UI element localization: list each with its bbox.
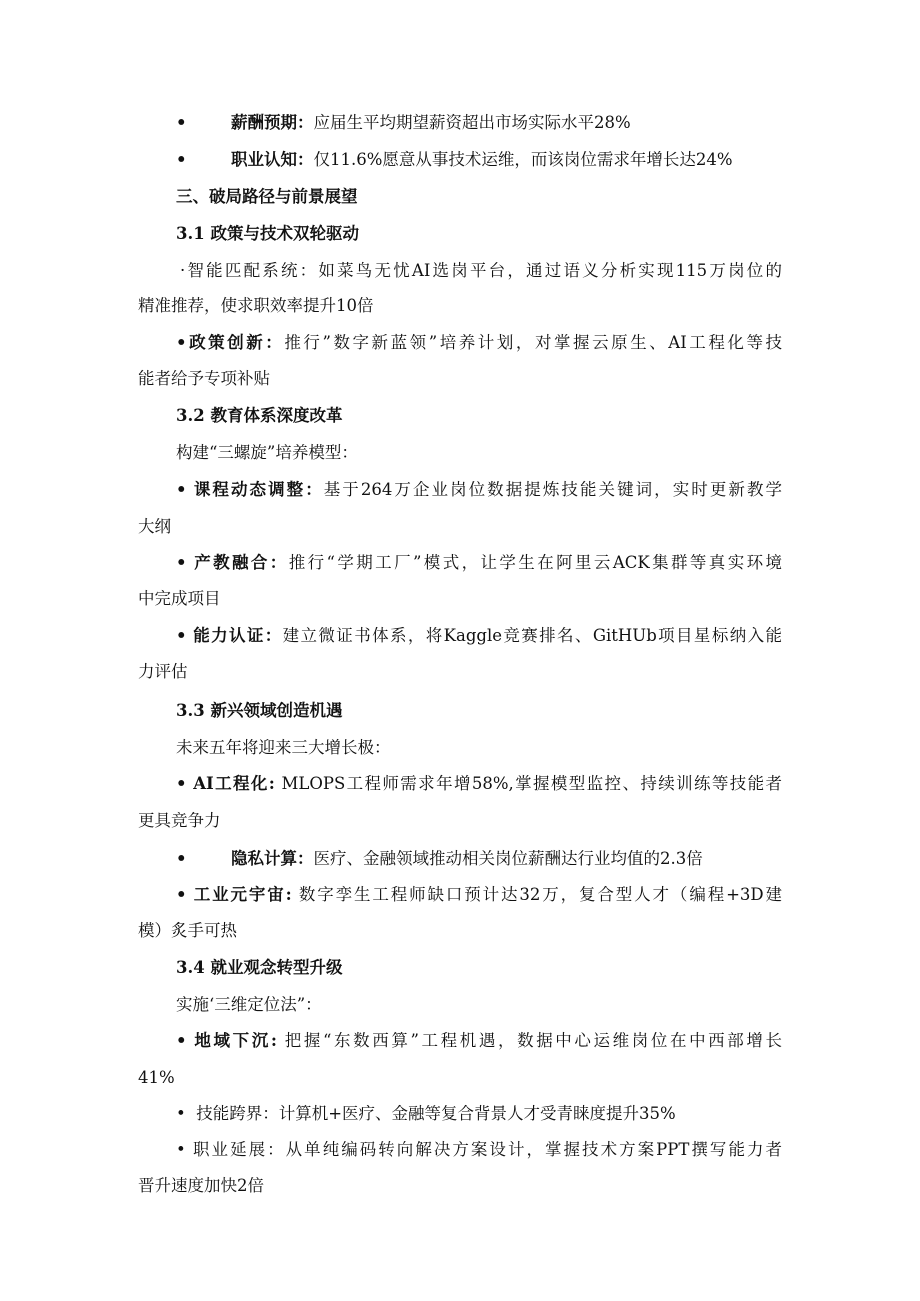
bullet: • xyxy=(176,885,187,904)
bullet: • xyxy=(176,1104,186,1123)
bullet: • xyxy=(176,626,187,645)
item-label: 政策创新： xyxy=(186,333,285,352)
document-page: • 薪酬预期：应届生平均期望薪资超出市场实际水平28% • 职业认知：仅11.6%愿意从事技术运维，而该岗位需求年增长达24% 三、破局路径与前景展望 3.1 政策与技术双轮驱动 ·智能匹配系统：如菜鸟无忧AI选岗平台，通过语义分析实现115万岗位的 精准推荐，使求职效率提升10倍 •政策创新：推行”数字新蓝领”培养计划，对掌握云原生、AI工程化等技 能者给予专项补贴 3.2 教育体系深度改革 构建“三螺旋”培养模型： • 课程动态调整：基于264万企业岗位数据提炼技能关键词，实时更新教学 大纲 • 产教融合：推行“学期工厂”模式，让学生在阿里云ACK集群等真实环境 中完成项目 • 能力认证：建立微证书体系，将Kaggle竞赛排名、GitHUb项目星标纳入能 力评估 3.3 新兴领域创造机遇 未来五年将迎来三大增长极： • AI工程化: MLOPS工程师需求年增58%,掌握模型监控、持续训练等技能者 更具竞争力 • 隐私计算：医疗、金融领域推动相关岗位薪酬达行业均值的2.3倍 • 工业元宇宙: 数字孪生工程师缺口预计达32万，复合型人才（编程+3D建 模）炙手可热 3.4 就业观念转型升级 实施‘三维定位法”： • 地域下沉: 把握“东数西算”工程机遇，数据中心运维岗位在中西部增长 41% • 技能跨界：计算机+医疗、金融等复合背景人才受青睐度提升35% • 职业延展：从单纯编码转向解决方案设计，掌握技术方案PPT撰写能力者 晋升速度加快2倍 xyxy=(138,113,783,1195)
item-label: 产教融合： xyxy=(194,553,289,572)
item-label: 能力认证： xyxy=(193,626,283,645)
dot-bullet: · xyxy=(180,261,186,280)
item-label: AI工程化: xyxy=(193,774,275,793)
bullet: • xyxy=(176,113,187,132)
item-text: 仅11.6%愿意从事技术运维，而该岗位需求年增长达24% xyxy=(313,150,733,169)
bullet: • xyxy=(176,480,187,499)
item-label: 课程动态调整： xyxy=(193,480,324,499)
bullet: • xyxy=(176,1140,186,1159)
bullet: • xyxy=(176,553,187,572)
item-text: 应届生平均期望薪资超出市场实际水平28% xyxy=(313,113,631,132)
item-label: 工业元宇宙: xyxy=(193,885,292,904)
bullet: • xyxy=(176,774,187,793)
bullet: • xyxy=(176,1031,187,1050)
bullet: • xyxy=(176,150,187,169)
item-label: 地域下沉: xyxy=(194,1031,277,1050)
item-label: 隐私计算： xyxy=(231,849,314,868)
item-label: 薪酬预期： xyxy=(231,113,314,132)
bullet: • xyxy=(176,333,187,352)
item-label: 职业认知： xyxy=(231,150,314,169)
bullet: • xyxy=(176,849,187,868)
